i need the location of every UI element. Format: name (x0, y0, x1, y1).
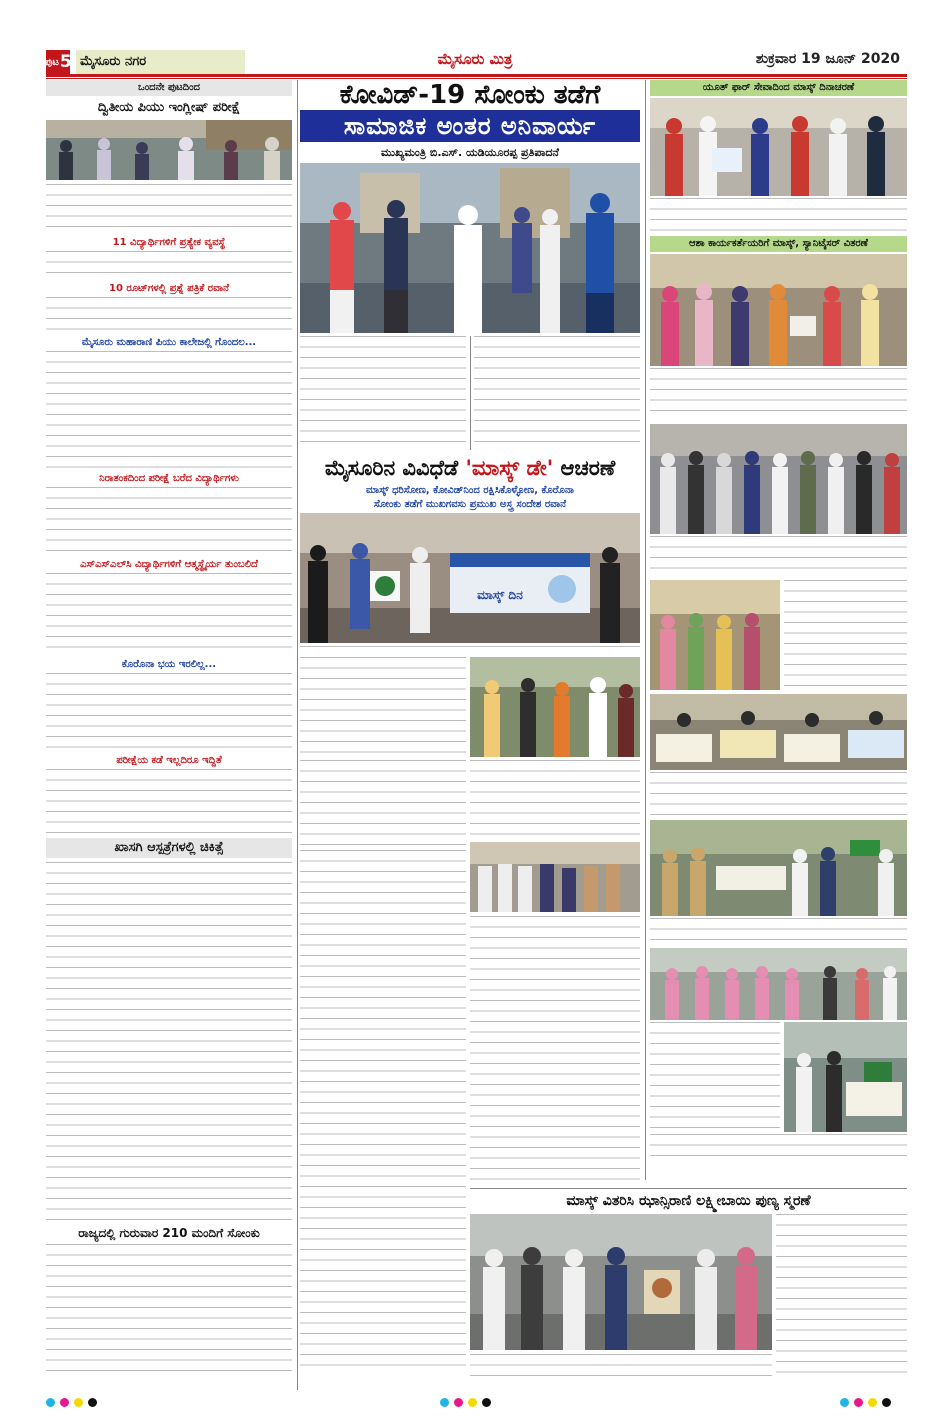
article-body (300, 336, 466, 450)
left-subhead-4: ನಿರಾತಂಕದಿಂದ ಪರೀಕ್ಷೆ ಬರೆದ ವಿದ್ಯಾರ್ಥಿಗಳು (99, 473, 239, 484)
yellow-dot (868, 1398, 877, 1407)
jhansi-rani-photo (470, 1214, 772, 1350)
section-title: ಮೈಸೂರು ನಗರ (76, 50, 245, 74)
article-body (650, 772, 907, 816)
article-body (46, 1244, 292, 1380)
article-body (46, 251, 292, 281)
newspaper-name: ಮೈಸೂರು ಮಿತ್ರ (437, 50, 513, 68)
article-body (776, 1214, 907, 1380)
left-subhead-3: ಮೈಸೂರು ಮಹಾರಾಣಿ ಪಿಯು ಕಾಲೇಜಲ್ಲಿ ಗೊಂದಲ... (81, 337, 257, 348)
article-body (470, 916, 640, 1186)
magenta-dot (854, 1398, 863, 1407)
mask-day-group-photo (650, 424, 907, 534)
caption-strip (470, 1354, 772, 1380)
deck-line-2: ಸೋಂಕು ತಡೆಗೆ ಮುಖಗವಸು ಪ್ರಮುಖ ಅಸ್ತ್ರ ಸಂದೇಶ ರವಾನೆ (373, 499, 567, 510)
mask-day-headline-post: ಆಚರಣೆ (553, 456, 616, 480)
left-subhead-2: 10 ರೂಟ್‌ಗಳಲ್ಲಿ ಪ್ರಶ್ನೆ ಪತ್ರಿಕೆ ರವಾನೆ (108, 283, 229, 294)
section-rule (470, 1188, 907, 1189)
article-body (784, 580, 907, 690)
asha-workers-headline: ಆಶಾ ಕಾರ್ಯಕರ್ತೆಯರಿಗೆ ಮಾಸ್ಕ್, ಸ್ಯಾನಿಟೈಸರ್ ವಿತರಣೆ (650, 236, 907, 252)
page-label: ಪುಟ (44, 56, 59, 68)
banner-text: ಮಾಸ್ಕ್ ದಿನ (477, 588, 523, 602)
mask-day-headline (300, 453, 640, 483)
masthead-rule-thin (46, 78, 907, 79)
article-body (46, 673, 292, 753)
article-body (470, 760, 640, 840)
black-dot (482, 1398, 491, 1407)
black-dot (882, 1398, 891, 1407)
article-body (46, 351, 292, 471)
article-body (650, 198, 907, 234)
police-awareness-photo (650, 820, 907, 916)
article-body (474, 336, 640, 450)
mask-day-deck (300, 484, 640, 512)
taluk-office-photo (470, 842, 640, 912)
cyan-dot (840, 1398, 849, 1407)
article-body (300, 760, 466, 846)
private-hospitals-headline: ಖಾಸಗಿ ಆಸ್ಪತ್ರೆಗಳಲ್ಲಿ ಚಿಕಿತ್ಸೆ (46, 838, 292, 858)
cyan-dot (46, 1398, 55, 1407)
banner-holding-photo (784, 1022, 907, 1132)
registration-marks-left (46, 1392, 126, 1404)
yellow-dot (468, 1398, 477, 1407)
magenta-dot (454, 1398, 463, 1407)
deck-line-1: ಮಾಸ್ಕ್ ಧರಿಸೋಣ, ಕೋವಿಡ್‌ನಿಂದ ರಕ್ಷಿಸಿಕೊಳ್ಳೋಣ, ಕೊರೊನಾ (366, 485, 574, 496)
column-rule (470, 336, 471, 450)
magenta-dot (60, 1398, 69, 1407)
youth-for-seva-headline: ಯೂತ್ ಫಾರ್ ಸೇವಾದಿಂದ ಮಾಸ್ಕ್ ದಿನಾಚರಣೆ (650, 80, 907, 96)
article-body (46, 184, 292, 236)
mask-day-flagoff-photo (300, 513, 640, 643)
left-subhead-7: ಪರೀಕ್ಷೆಯ ಕಡೆ ಇಲ್ಲದಿರೂ ಇದ್ದಿತೆ (116, 755, 222, 766)
issue-date: ಶುಕ್ರವಾರ 19 ಜೂನ್ 2020 (755, 51, 900, 67)
article-body (650, 1022, 780, 1132)
article-body (300, 850, 466, 1370)
mask-day-headline-quote: 'ಮಾಸ್ಕ್ ಡೇ' (465, 456, 554, 480)
article-body (46, 573, 292, 657)
masthead-rule (46, 74, 907, 77)
article-body (46, 769, 292, 833)
article-body (650, 918, 907, 944)
registration-marks-right (840, 1392, 920, 1404)
article-body (46, 297, 292, 335)
asha-workers-photo (650, 254, 907, 366)
left-kicker: ಒಂದನೇ ಪುಟದಿಂದ (46, 80, 292, 96)
youth-for-seva-photo (650, 98, 907, 196)
jhansi-rani-headline: ಮಾಸ್ಕ್ ವಿತರಿಸಿ ಝಾನ್ಸಿರಾಣಿ ಲಕ್ಷ್ಮೀಬಾಯಿ ಪುಣ್ಯ ಸ್ಮರಣೆ (566, 1193, 811, 1209)
article-body (650, 368, 907, 420)
cm-walk-photo (300, 163, 640, 333)
main-subhead: ಮುಖ್ಯಮಂತ್ರಿ ಬಿ.ಎಸ್. ಯಡಿಯೂರಪ್ಪ ಪ್ರತಿಪಾದನೆ (380, 146, 559, 159)
mask-distribution-photo (470, 657, 640, 757)
page-number-badge (46, 50, 70, 74)
page-number: 5 (59, 52, 72, 72)
women-group-photo (650, 580, 780, 690)
column-rule (297, 80, 298, 1390)
article-body (46, 862, 292, 1222)
left-subhead-6: ಕೊರೊನಾ ಭಯ ಇರಲಿಲ್ಲ... (121, 659, 217, 670)
left-subhead-1: 11 ವಿದ್ಯಾರ್ಥಿಗಳಿಗೆ ಪ್ರತ್ಯೇಕ ವ್ಯವಸ್ಥೆ (112, 237, 226, 248)
covid-cases-headline: ರಾಜ್ಯದಲ್ಲಿ ಗುರುವಾರ 210 ಮಂದಿಗೆ ಸೋಂಕು (78, 1226, 260, 1240)
article-body (46, 487, 292, 557)
column-rule (645, 80, 646, 1180)
left-subhead-5: ಎಸ್‌ಎಸ್‌ಎಲ್‌ಸಿ ವಿದ್ಯಾರ್ಥಿಗಳಿಗೆ ಆತ್ಮಸ್ಥೈರ್ಯ ತುಂಬಲಿದೆ (80, 559, 258, 570)
main-headline-2: ಸಾಮಾಜಿಕ ಅಂತರ ಅನಿವಾರ್ಯ (300, 110, 640, 142)
main-headline-1: ಕೋವಿಡ್-19 ಸೋಂಕು ತಡೆಗೆ (339, 80, 601, 110)
yellow-dot (74, 1398, 83, 1407)
awareness-walk-photo (650, 948, 907, 1020)
sanitizer-distribution-photo (650, 694, 907, 770)
cyan-dot (440, 1398, 449, 1407)
caption-strip (650, 1134, 907, 1164)
article-body (650, 536, 907, 576)
registration-marks (440, 1392, 520, 1404)
caption-strip (300, 646, 640, 654)
mask-day-headline-pre: ಮೈಸೂರಿನ ವಿವಿಧೆಡೆ (324, 456, 466, 480)
black-dot (88, 1398, 97, 1407)
article-body (300, 657, 466, 757)
left-headline: ದ್ವಿತೀಯ ಪಿಯು ಇಂಗ್ಲೀಷ್ ಪರೀಕ್ಷೆ (97, 100, 241, 115)
students-photo (46, 120, 292, 180)
